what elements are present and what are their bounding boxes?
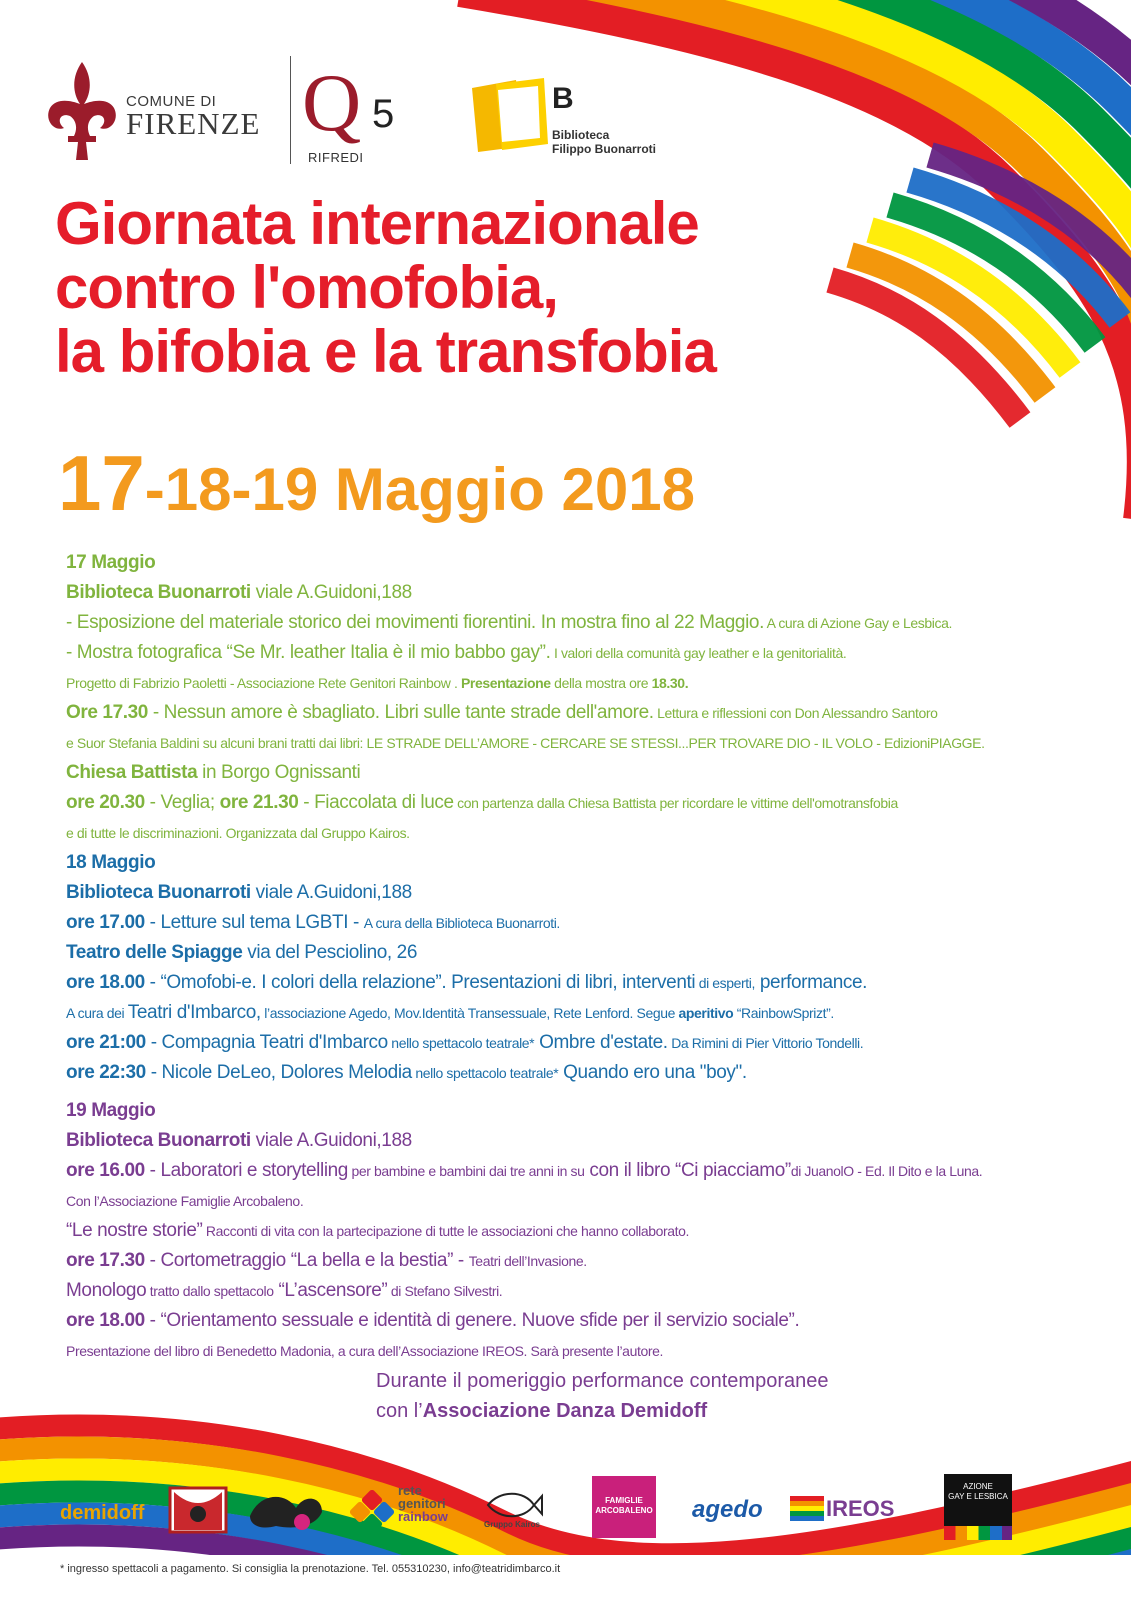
program-line: ore 21:00 - Compagnia Teatri d'Imbarco nello spettacolo teatrale* Ombre d'estate. Da Rimini di Pier Vittorio Tondelli.	[66, 1032, 864, 1053]
biblioteca-label: Biblioteca	[552, 128, 610, 142]
closing-note	[376, 1366, 828, 1426]
program-line: Progetto di Fabrizio Paoletti - Associazione Rete Genitori Rainbow . Presentazione della mostra ore 18.30.	[66, 675, 689, 691]
q5-rifredi-label: RIFREDI	[308, 150, 364, 165]
theatre-logo-icon	[168, 1484, 228, 1536]
rete-genitori-logo-icon	[350, 1490, 394, 1534]
sponsor-logo-agedo: agedo	[692, 1496, 763, 1523]
comune-label: COMUNE DI	[126, 93, 217, 110]
venue-address: viale A.Guidoni,188	[250, 582, 412, 603]
venue-name: Chiesa Battista	[66, 762, 198, 783]
ireos-rainbow-icon	[790, 1496, 824, 1524]
closing-line-1: Durante il pomeriggio performance contemporanee	[376, 1370, 829, 1392]
q5-logo-letter: Q	[302, 57, 362, 148]
program-line: Monologo tratto dallo spettacolo “L’ascensore” di Stefano Silvestri.	[66, 1280, 503, 1301]
program-line	[66, 758, 1126, 788]
kairos-fish-icon	[484, 1490, 544, 1520]
closing-line-2: con l’Associazione Danza Demidoff	[376, 1400, 708, 1422]
program-line: - Esposizione del materiale storico dei movimenti fiorentini. In mostra fino al 22 Maggio. A cura di Azione Gay e Lesbica.	[66, 612, 952, 633]
venue-name: Biblioteca Buonarroti	[66, 882, 251, 903]
day-heading-19: 19 Maggio	[66, 1100, 156, 1121]
venue-address: via del Pesciolino, 26	[242, 942, 417, 963]
date-first: 17	[58, 439, 145, 527]
firenze-label: FIRENZE	[126, 106, 261, 141]
q5-logo-number: 5	[372, 92, 395, 136]
event-dates	[58, 439, 695, 527]
title-line-1: Giornata internazionale	[55, 190, 699, 257]
footer-note: * ingresso spettacoli a pagamento. Si consiglia la prenotazione. Tel. 055310230, info@teatridimbarco.it	[60, 1563, 561, 1575]
teatri-imbarco-logo-icon	[246, 1486, 326, 1536]
day-heading-17: 17 Maggio	[66, 552, 156, 573]
program-line	[66, 578, 1126, 608]
venue-address: viale A.Guidoni,188	[250, 1130, 412, 1151]
venue-name: Teatro delle Spiagge	[66, 942, 243, 963]
program-line: ore 16.00 - Laboratori e storytelling per bambine e bambini dai tre anni in su con il libro “Ci piacciamo”di JuanolO - Ed. Il Dito e la Luna.	[66, 1160, 983, 1181]
venue-name: Biblioteca Buonarroti	[66, 1130, 251, 1151]
sponsor-logo-ireos: IREOS	[826, 1496, 895, 1521]
event-title	[55, 192, 716, 384]
sponsor-logo-kairos: Gruppo Kairos	[484, 1520, 541, 1529]
biblioteca-logo-icon	[468, 76, 550, 156]
sponsor-logo-rete: rete genitori rainbow	[398, 1483, 448, 1524]
venue-address: viale A.Guidoni,188	[250, 882, 412, 903]
program	[66, 548, 1126, 1366]
program-line: e Suor Stefania Baldini su alcuni brani tratti dai libri: LE STRADE DELL’AMORE - CERCARE SE STESSI...PER TROVARE DIO - IL VOLO - EdizioniPIAGGE.	[66, 735, 985, 751]
program-line: A cura dei Teatri d'Imbarco, l’associazione Agedo, Mov.Identità Transessuale, Rete Lenford. Segue aperitivo “RainbowSprizt”.	[66, 1002, 834, 1023]
venue-address: in Borgo Ognissanti	[197, 762, 361, 783]
date-rest: -18-19 Maggio 2018	[144, 456, 695, 523]
sponsor-logo-azione-gay: AZIONE GAY E LESBICA	[944, 1474, 1012, 1540]
program-line: ore 18.00 - “Omofobi-e. I colori della relazione”. Presentazioni di libri, interventi di esperti, performance.	[66, 972, 868, 993]
title-line-3: la bifobia e la transfobia	[55, 318, 716, 385]
program-line: - Mostra fotografica “Se Mr. leather Italia è il mio babbo gay”. I valori della comunità gay leather e la genitorialità.	[66, 642, 847, 663]
biblioteca-name: Filippo Buonarroti	[552, 142, 656, 156]
program-line: ore 20.30 - Veglia; ore 21.30 - Fiaccolata di luce con partenza dalla Chiesa Battista per ricordare le vittime dell'omotransfobia	[66, 792, 898, 813]
biblioteca-letter: B	[552, 82, 574, 115]
program-line: Ore 17.30 - Nessun amore è sbagliato. Libri sulle tante strade dell'amore. Lettura e riflessioni con Don Alessandro Santoro	[66, 702, 938, 723]
program-line: “Le nostre storie” Racconti di vita con la partecipazione di tutte le associazioni che hanno collaborato.	[66, 1220, 690, 1241]
program-line: ore 17.30 - Cortometraggio “La bella e la bestia” - Teatri dell’Invasione.	[66, 1250, 587, 1271]
header-divider	[290, 56, 291, 164]
title-line-2: contro l'omofobia,	[55, 254, 558, 321]
program-line: Presentazione del libro di Benedetto Madonia, a cura dell’Associazione IREOS. Sarà presente l’autore.	[66, 1343, 663, 1359]
day-heading-18: 18 Maggio	[66, 852, 156, 873]
program-line: e di tutte le discriminazioni. Organizzata dal Gruppo Kairos.	[66, 825, 410, 841]
fleur-de-lis-icon	[42, 58, 122, 164]
venue-name: Biblioteca Buonarroti	[66, 582, 251, 603]
program-line	[66, 938, 1126, 968]
sponsor-logo-famiglie-arcobaleno: FAMIGLIE ARCOBALENO	[592, 1476, 656, 1538]
program-line: ore 22:30 - Nicole DeLeo, Dolores Melodia nello spettacolo teatrale* Quando ero una "boy".	[66, 1062, 747, 1083]
program-line	[66, 878, 1126, 908]
program-line: ore 17.00 - Letture sul tema LGBTI - A cura della Biblioteca Buonarroti.	[66, 912, 560, 933]
sponsor-logo-demidoff: demidoff	[60, 1502, 145, 1524]
program-line: ore 18.00 - “Orientamento sessuale e identità di genere. Nuove sfide per il servizio sociale”.	[66, 1310, 800, 1331]
program-line: Con l’Associazione Famiglie Arcobaleno.	[66, 1193, 304, 1209]
program-line	[66, 1126, 1126, 1156]
